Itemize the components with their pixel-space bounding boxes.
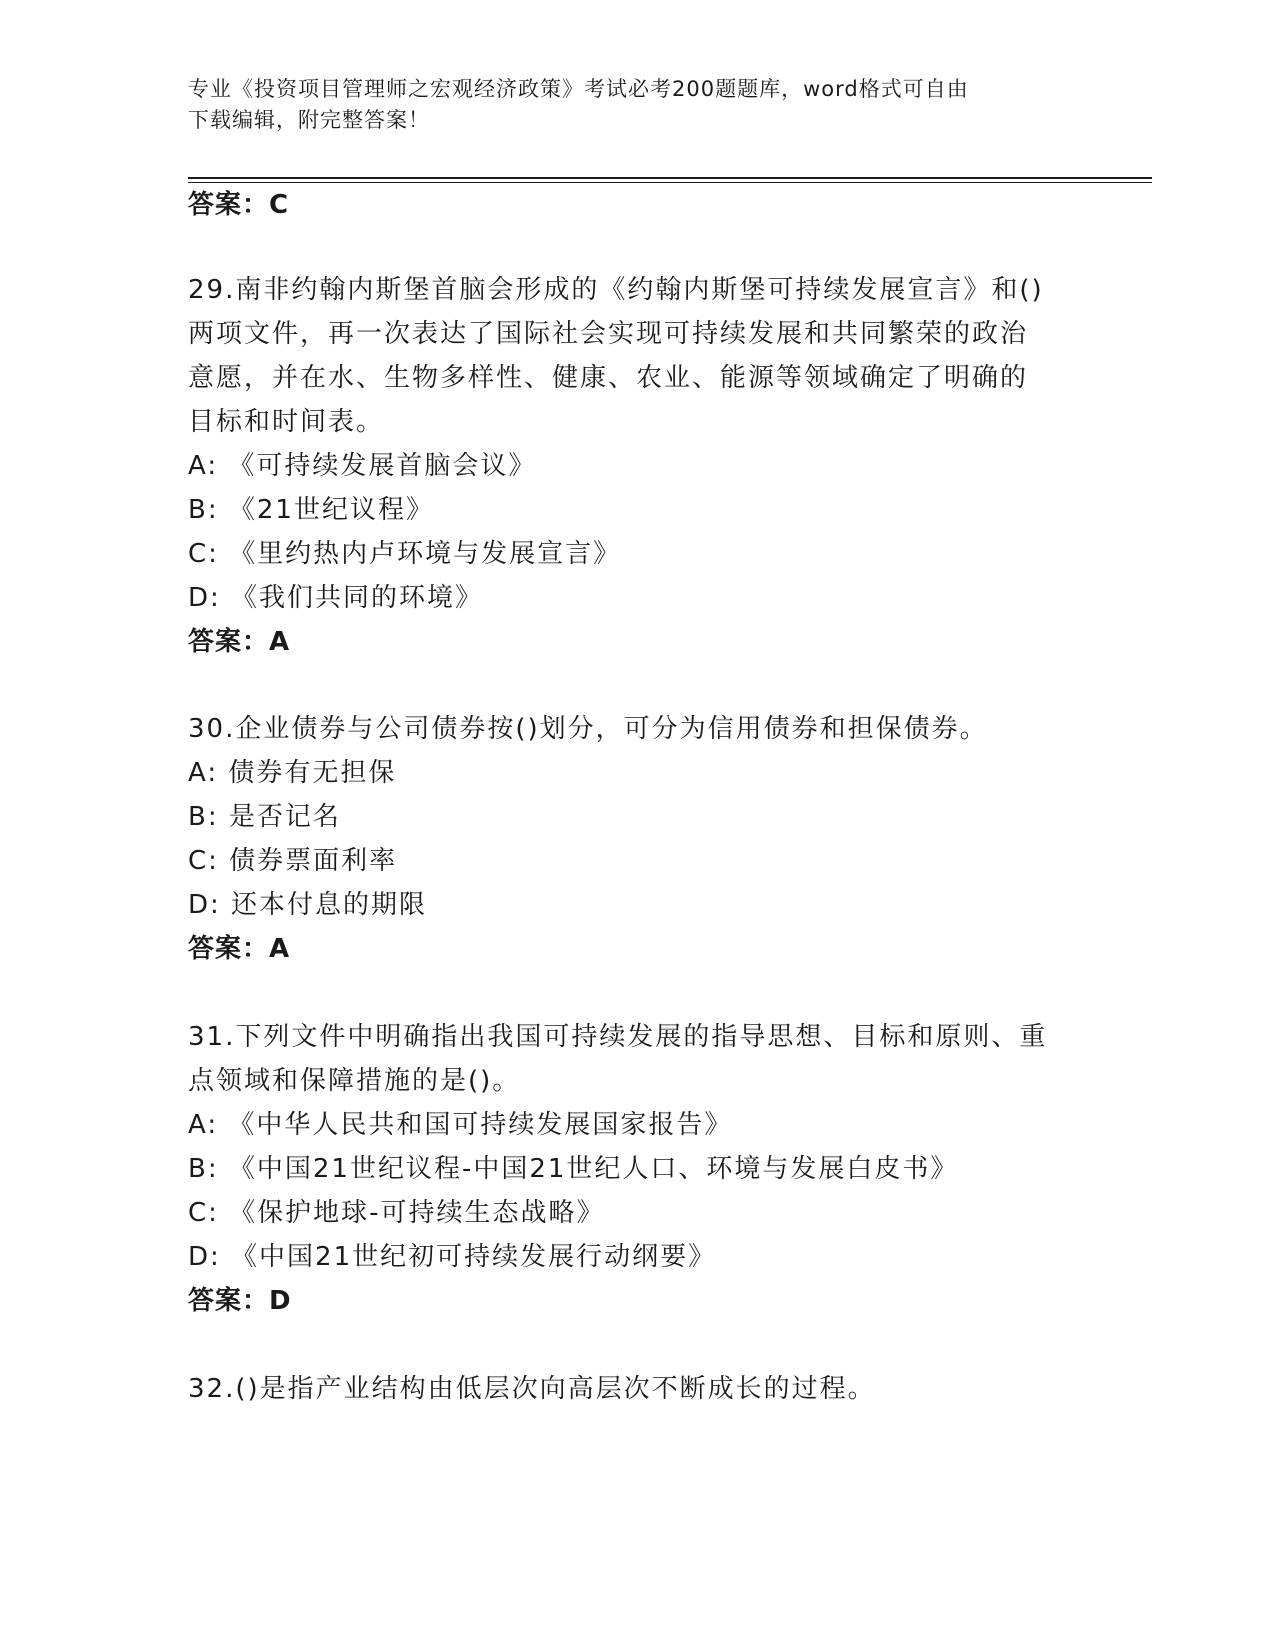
question-32-line-1: 32.()是指产业结构由低层次向高层次不断成长的过程。 xyxy=(188,1374,876,1404)
question-29-line-2: 两项文件，再一次表达了国际社会实现可持续发展和共同繁荣的政治 xyxy=(188,319,1029,349)
question-29-option-d: D: 《我们共同的环境》 xyxy=(188,583,484,613)
question-31-option-b: B: 《中国21世纪议程-中国21世纪人口、环境与发展白皮书》 xyxy=(188,1154,959,1184)
header-line-2: 下载编辑，附完整答案！ xyxy=(188,108,430,132)
question-30-option-d: D: 还本付息的期限 xyxy=(188,890,428,920)
question-30-option-a: A: 债券有无担保 xyxy=(188,758,397,788)
question-29-line-1: 29.南非约翰内斯堡首脑会形成的《约翰内斯堡可持续发展宣言》和() xyxy=(188,275,1044,305)
question-30-option-b: B: 是否记名 xyxy=(188,802,341,832)
question-31-answer: 答案：D xyxy=(188,1286,292,1316)
question-29-option-a: A: 《可持续发展首脑会议》 xyxy=(188,451,537,481)
question-30-answer: 答案：A xyxy=(188,934,291,964)
question-30-line-1: 30.企业债券与公司债券按()划分，可分为信用债券和担保债券。 xyxy=(188,714,988,744)
question-29-option-b: B: 《21世纪议程》 xyxy=(188,495,434,525)
question-29-line-3: 意愿，并在水、生物多样性、健康、农业、能源等领域确定了明确的 xyxy=(188,363,1029,393)
answer-line: 答案：C xyxy=(188,190,290,220)
question-31-option-d: D: 《中国21世纪初可持续发展行动纲要》 xyxy=(188,1242,717,1272)
question-30-option-c: C: 债券票面利率 xyxy=(188,846,398,876)
question-31-option-a: A: 《中华人民共和国可持续发展国家报告》 xyxy=(188,1110,733,1140)
header-divider-thin xyxy=(188,182,1152,183)
question-31-option-c: C: 《保护地球-可持续生态战略》 xyxy=(188,1198,605,1228)
header-divider xyxy=(188,177,1152,179)
header-line-1: 专业《投资项目管理师之宏观经济政策》考试必考200题题库，word格式可自由 xyxy=(188,77,969,101)
question-31-line-2: 点领域和保障措施的是()。 xyxy=(188,1066,521,1096)
question-29-answer: 答案：A xyxy=(188,627,291,657)
question-29-line-4: 目标和时间表。 xyxy=(188,407,385,437)
question-31-line-1: 31.下列文件中明确指出我国可持续发展的指导思想、目标和原则、重 xyxy=(188,1022,1048,1052)
question-29-option-c: C: 《里约热内卢环境与发展宣言》 xyxy=(188,539,622,569)
document-header xyxy=(188,74,1068,136)
